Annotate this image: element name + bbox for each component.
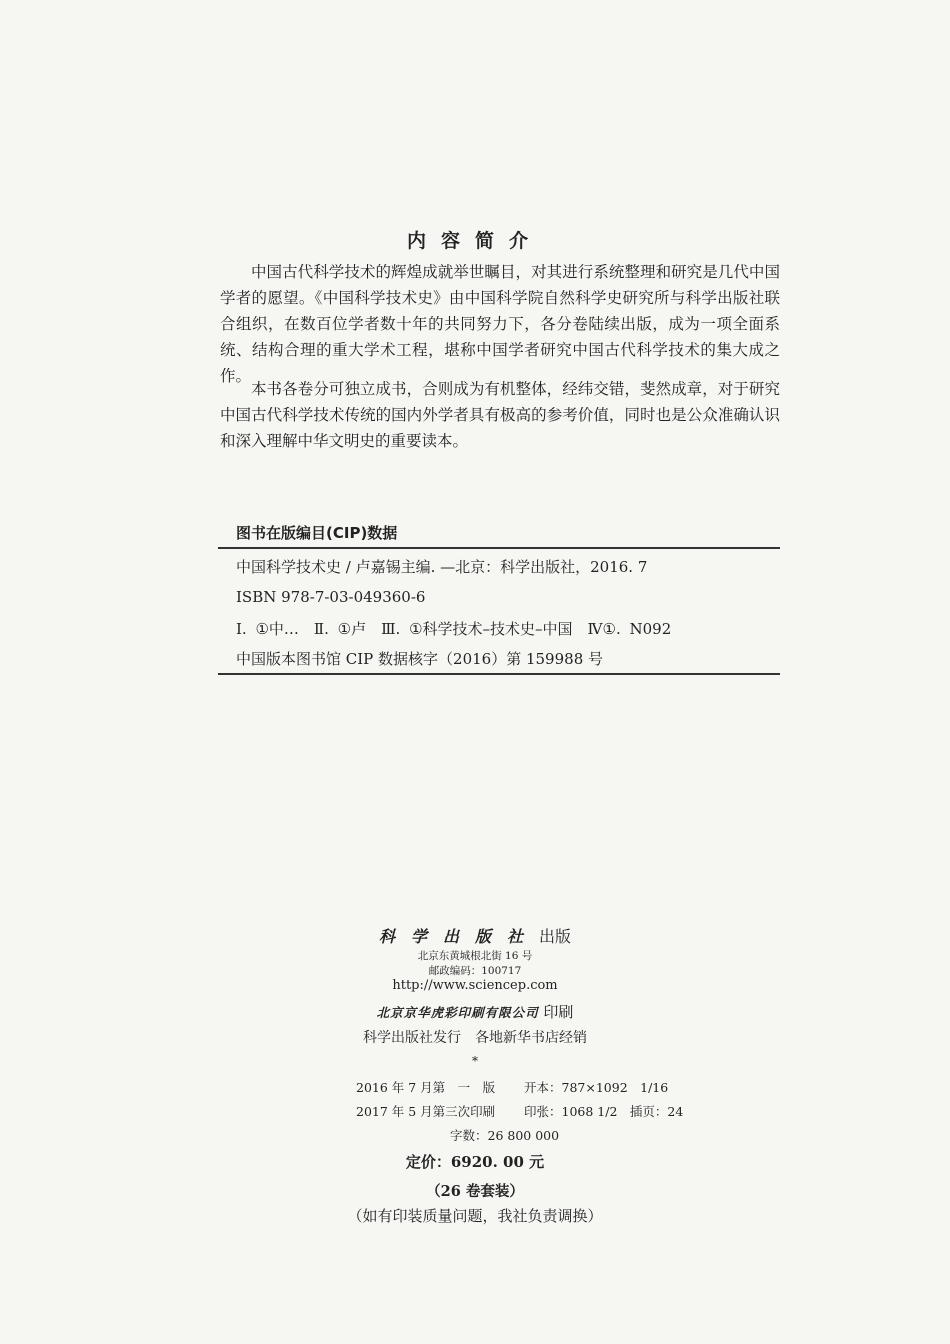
separator-star: *	[472, 1054, 478, 1068]
publisher-suffix: 出版	[539, 927, 572, 946]
cip-top-rule	[218, 547, 780, 549]
publisher-website: http://www.sciencep.com	[392, 978, 558, 993]
intro-paragraph-1: 中国古代科学技术的辉煌成就举世瞩目，对其进行系统整理和研究是几代中国学者的愿望。《中国科学技术史》由中国科学院自然科学史研究所与科学出版社联合组织，在数百位学者数十年的共同努力下，各分卷陆续出版，成为一项全面系统、结构合理的重大学术工程，堪称中国学者研究中国古代科学技术的集大成之作。	[220, 263, 780, 385]
cip-record-number-line: 中国版本图书馆 CIP 数据核字（2016）第 159988 号	[236, 650, 604, 668]
publisher-name: 科学出版社	[378, 927, 539, 946]
cip-heading: 图书在版编目(CIP)数据	[236, 524, 398, 542]
distribution-line: 科学出版社发行 各地新华书店经销	[363, 1030, 587, 1046]
first-edition-date: 2016 年 7 月第 一 版	[356, 1080, 496, 1095]
third-printing-date: 2017 年 5 月第三次印刷	[356, 1104, 496, 1119]
printer-name: 北京京华虎彩印刷有限公司	[376, 1005, 539, 1020]
printed-sheets: 印张：1068 1/2 插页：24	[524, 1104, 684, 1119]
intro-title: 内容简介	[406, 230, 543, 252]
quality-return-note: （如有印装质量问题，我社负责调换）	[347, 1207, 603, 1225]
set-note: （26 卷套装）	[426, 1183, 524, 1200]
cip-classification-line: Ⅰ. ①中… Ⅱ. ①卢 Ⅲ. ①科学技术–技术史–中国 Ⅳ①. N092	[236, 620, 672, 638]
intro-paragraph-2: 本书各卷分可独立成书，合则成为有机整体，经纬交错，斐然成章，对于研究中国古代科学技术传统的国内外学者具有极高的参考价值，同时也是公众准确认识和深入理解中华文明史的重要读本。	[220, 380, 780, 450]
printer-suffix: 印刷	[543, 1003, 574, 1021]
price: 定价：6920. 00 元	[405, 1153, 545, 1171]
publisher-address: 北京东黄城根北街 16 号	[417, 950, 533, 962]
word-count: 字数：26 800 000	[450, 1128, 560, 1143]
cip-isbn-line: ISBN 978-7-03-049360-6	[236, 588, 426, 606]
book-format: 开本：787×1092 1/16	[524, 1080, 669, 1095]
publisher-line	[0, 924, 950, 947]
printer-line	[0, 1001, 950, 1022]
cip-bottom-rule	[218, 673, 780, 675]
cip-title-line: 中国科学技术史 / 卢嘉锡主编. —北京：科学出版社，2016. 7	[236, 558, 648, 576]
publisher-postcode: 邮政编码：100717	[428, 965, 522, 977]
